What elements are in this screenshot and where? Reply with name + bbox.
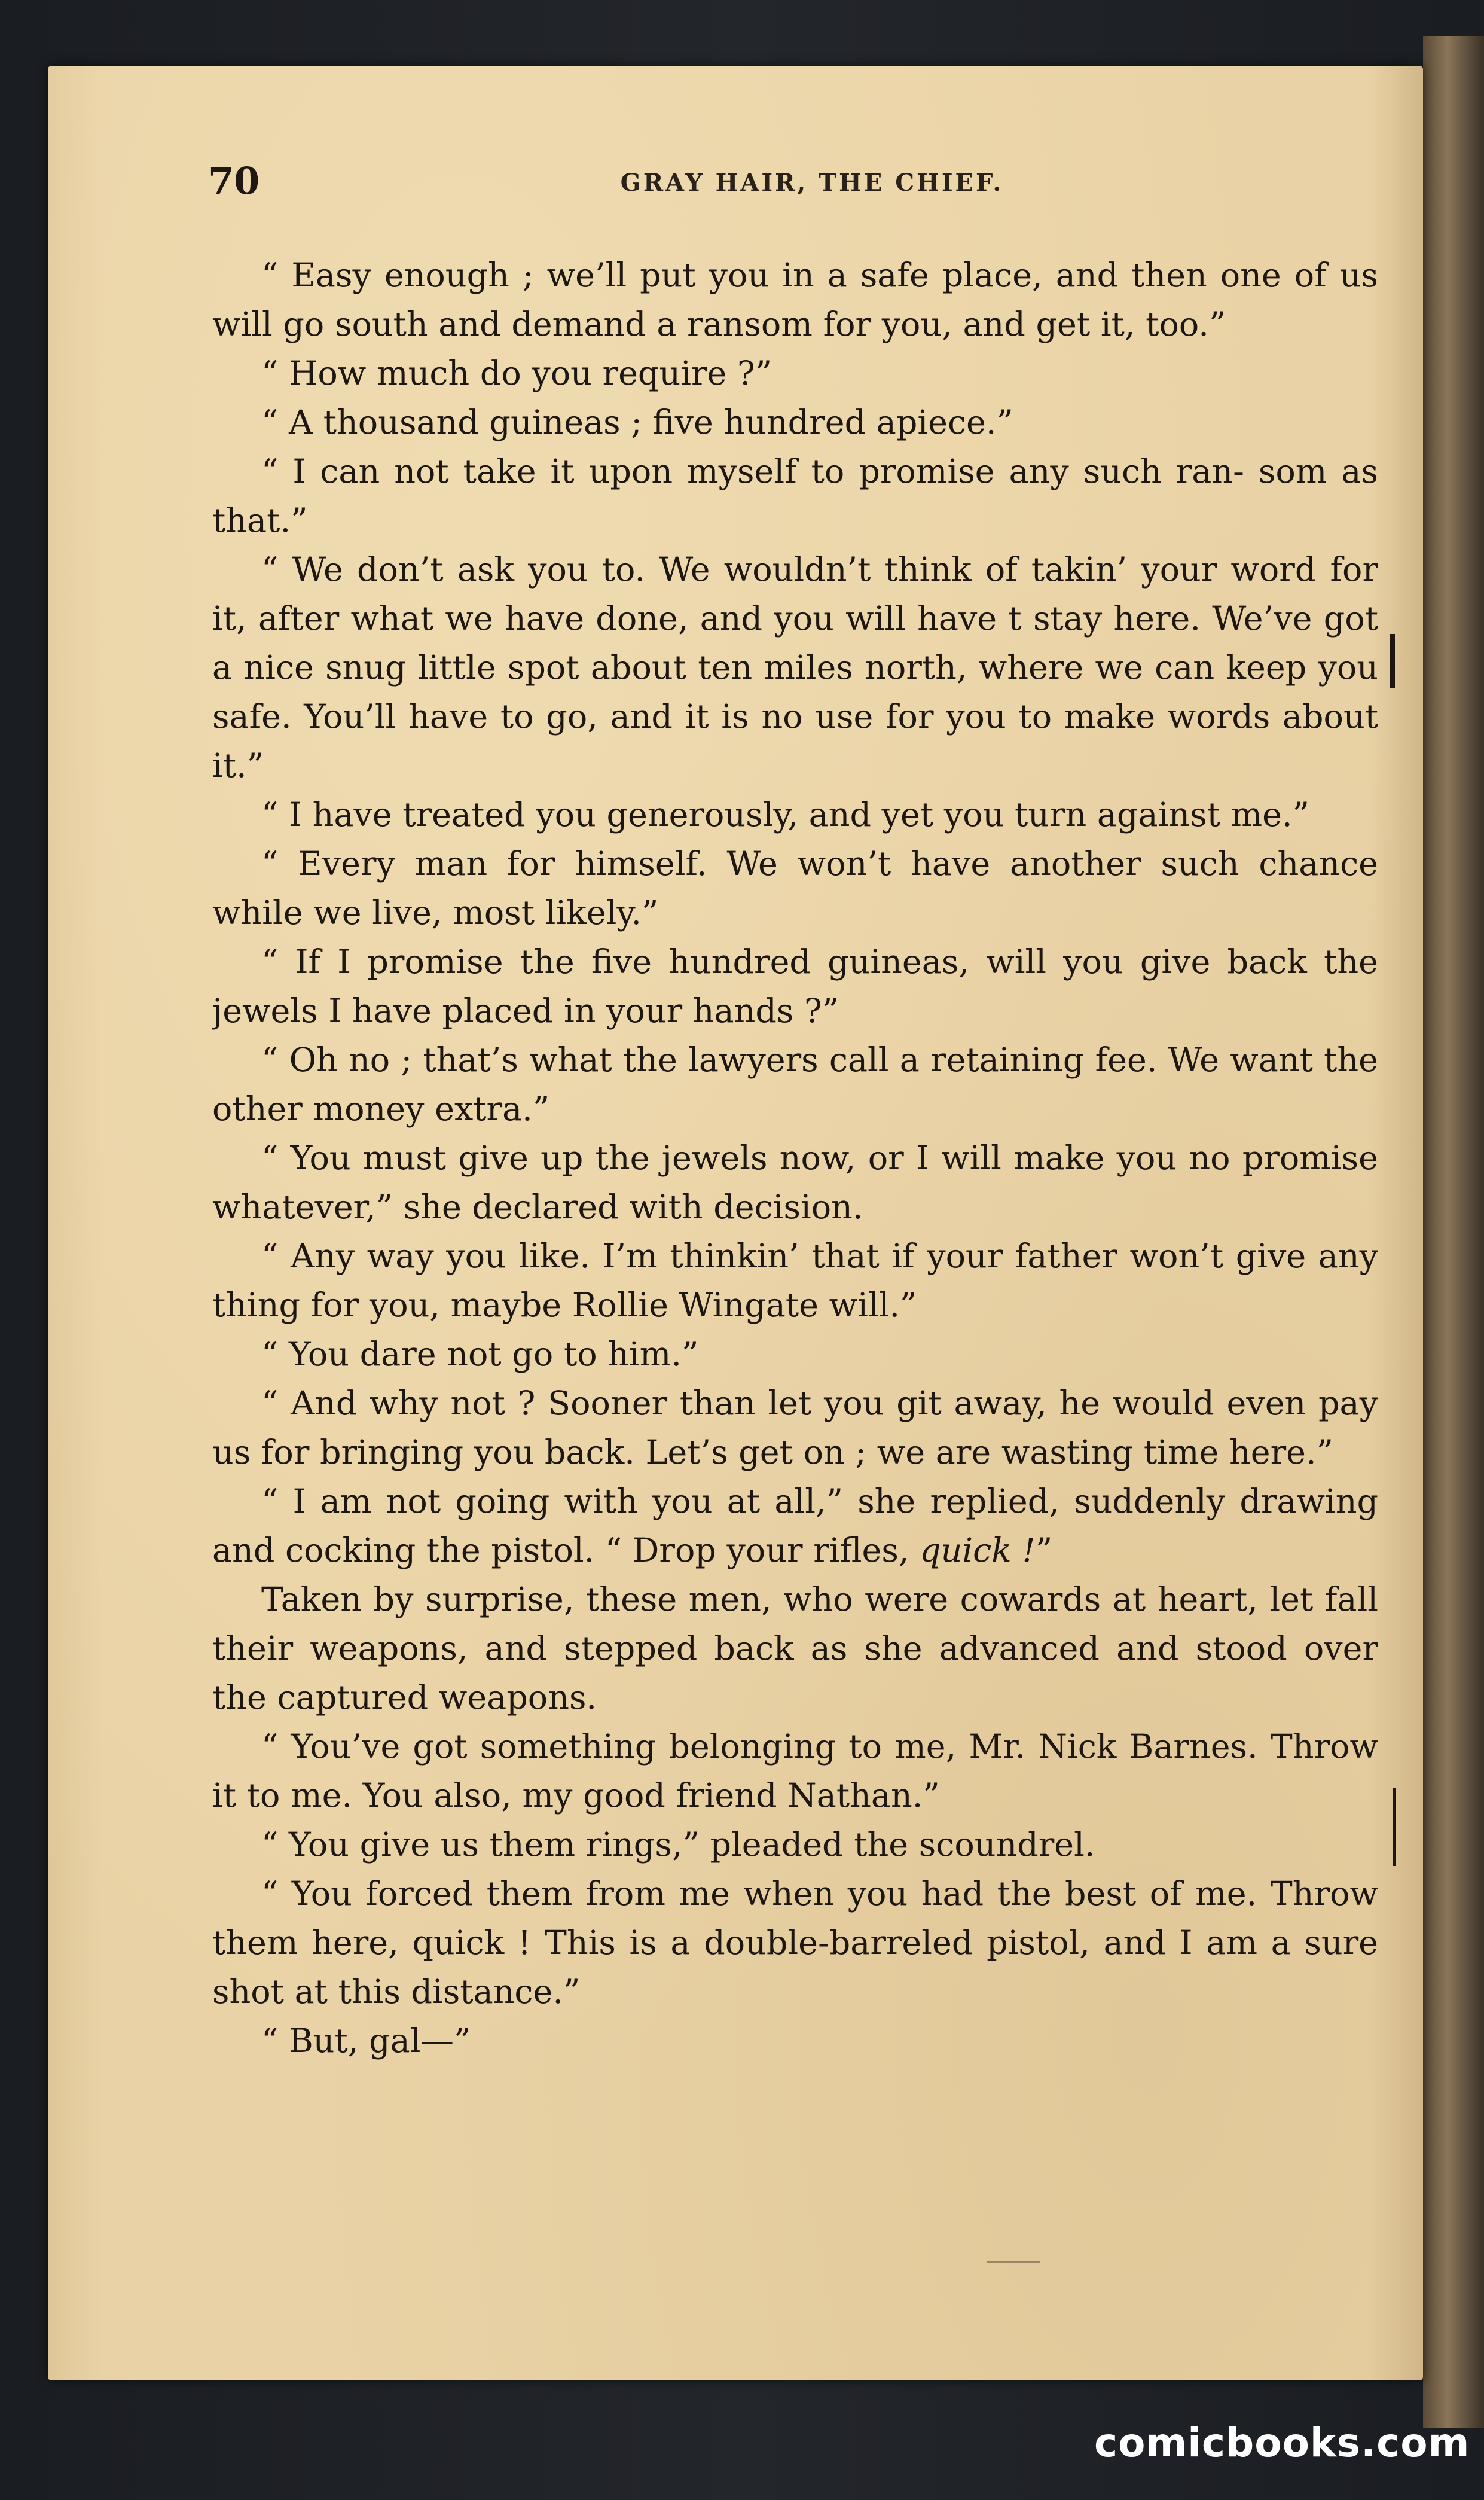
closing-quote: ” bbox=[1035, 1531, 1053, 1570]
paragraph: “ You dare not go to him.” bbox=[261, 1335, 699, 1374]
paragraph: “ If I promise the five hundred guineas, will you give back the jewels I have placed in your hands ?” bbox=[212, 943, 1378, 1031]
page-number: 70 bbox=[208, 159, 260, 203]
body-text bbox=[212, 251, 1378, 2255]
paragraph: “ And why not ? Sooner than let you git away, he would even pay us for bringing you back. Let’s get on ; we are wasting time here.” bbox=[212, 1384, 1378, 1472]
paragraph: “ How much do you require ?” bbox=[261, 354, 772, 393]
margin-mark bbox=[1390, 634, 1395, 688]
paragraph: “ You must give up the jewels now, or I will make you no promise whatever,” she declared with decision. bbox=[212, 1139, 1378, 1227]
paragraph: “ Every man for himself. We won’t have another such chance while we live, most likely.” bbox=[212, 844, 1378, 932]
running-head: GRAY HAIR, THE CHIEF. bbox=[620, 169, 1004, 197]
paragraph: “ Oh no ; that’s what the lawyers call a retaining fee. We want the other money extra.” bbox=[212, 1041, 1378, 1129]
paragraph-text: “ I am not going with you at all,” she replied, suddenly drawing and cocking the pistol. “ Drop your rifles, bbox=[212, 1482, 1378, 1570]
paragraph: “ You’ve got something belonging to me, Mr. Nick Barnes. Throw it to me. You also, my good friend Nathan.” bbox=[212, 1727, 1378, 1815]
page-smudge bbox=[987, 2261, 1040, 2263]
paragraph: “ I can not take it upon myself to promise any such ran- som as that.” bbox=[212, 452, 1378, 540]
paragraph: “ Any way you like. I’m thinkin’ that if your father won’t give any thing for you, maybe Rollie Wingate will.” bbox=[212, 1237, 1378, 1325]
page-header bbox=[208, 160, 1380, 202]
paragraph: “ I have treated you generously, and yet you turn against me.” bbox=[261, 795, 1310, 834]
adjacent-page-edge bbox=[1423, 36, 1484, 2428]
paragraph: “ But, gal—” bbox=[261, 2022, 471, 2060]
paragraph: Taken by surprise, these men, who were cowards at heart, let fall their weapons, and stepped back as she advanced and stood over the captured weapons. bbox=[212, 1580, 1378, 1717]
margin-mark bbox=[1393, 1788, 1396, 1866]
paragraph: “ You give us them rings,” pleaded the scoundrel. bbox=[261, 1825, 1095, 1864]
paragraph: “ You forced them from me when you had the best of me. Throw them here, quick ! This is a double-barreled pistol, and I am a sure shot at this distance.” bbox=[212, 1874, 1378, 2011]
paragraph: “ We don’t ask you to. We wouldn’t think of takin’ your word for it, after what we have done, and you will have t stay here. We’ve got a nice snug little spot about ten miles north, where we can keep you safe. You’ll have to go, and it is no use for you to make words about it.” bbox=[212, 550, 1378, 785]
watermark: comicbooks.com bbox=[1094, 2420, 1470, 2466]
paragraph: “ Easy enough ; we’ll put you in a safe place, and then one of us will go south and demand a ransom for you, and get it, too.” bbox=[212, 256, 1378, 344]
paragraph: “ A thousand guineas ; five hundred apiece.” bbox=[261, 403, 1013, 442]
paragraph-pistol bbox=[212, 1477, 1378, 1575]
italic-emphasis: quick ! bbox=[920, 1531, 1036, 1570]
